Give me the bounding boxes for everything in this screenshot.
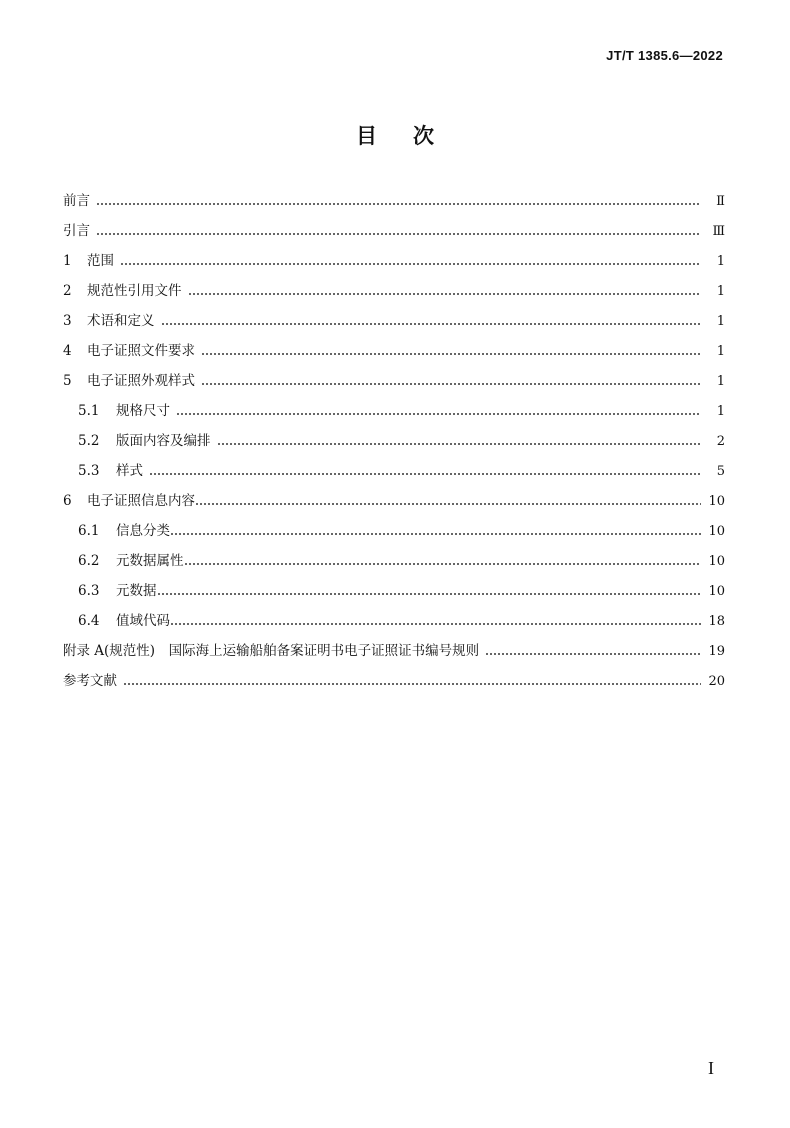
dot-leader — [149, 473, 701, 475]
dot-leader — [170, 623, 701, 625]
toc-entry[interactable] — [63, 519, 725, 549]
toc-entry-label: 元数据 — [116, 583, 157, 599]
toc-entry[interactable] — [63, 489, 725, 519]
toc-entry[interactable] — [63, 189, 725, 219]
toc-entry-page: 10 — [708, 494, 725, 509]
toc-entry-label: 电子证照信息内容 — [87, 493, 195, 509]
toc-entry-page: Ⅱ — [716, 194, 725, 209]
toc-entry-page: 1 — [716, 404, 725, 419]
toc-entry-page: 10 — [708, 524, 725, 539]
toc-entry[interactable] — [63, 579, 725, 609]
toc-entry-label: 电子证照文件要求 — [87, 343, 195, 359]
table-of-contents — [63, 189, 725, 699]
toc-entry[interactable] — [63, 249, 725, 279]
toc-entry-label: 规格尺寸 — [116, 403, 170, 419]
dot-leader — [195, 503, 701, 505]
dot-leader — [176, 413, 701, 415]
toc-entry[interactable] — [63, 639, 725, 669]
toc-entry-page: 19 — [708, 644, 725, 659]
dot-leader — [170, 533, 701, 535]
page-number: I — [708, 1058, 714, 1078]
toc-entry[interactable] — [63, 459, 725, 489]
toc-entry-number: 5 — [63, 373, 72, 389]
toc-entry[interactable] — [63, 219, 725, 249]
standard-code-header: JT/T 1385.6—2022 — [606, 48, 723, 63]
toc-entry-page: 10 — [708, 584, 725, 599]
toc-entry-number: 6.1 — [78, 523, 100, 539]
toc-entry-label: 电子证照外观样式 — [87, 373, 195, 389]
toc-entry[interactable] — [63, 339, 725, 369]
toc-entry-label: 版面内容及编排 — [116, 433, 211, 449]
toc-entry[interactable] — [63, 279, 725, 309]
dot-leader — [123, 683, 701, 685]
dot-leader — [217, 443, 702, 445]
toc-entry-number: 6.2 — [78, 553, 100, 569]
toc-entry-page: 1 — [716, 314, 725, 329]
toc-entry-label: 信息分类 — [116, 523, 170, 539]
toc-entry-label: 样式 — [116, 463, 143, 479]
toc-entry-page: Ⅲ — [712, 224, 725, 239]
toc-entry-page: 18 — [708, 614, 725, 629]
dot-leader — [188, 293, 702, 295]
toc-entry-page: 10 — [708, 554, 725, 569]
toc-entry-number: 1 — [63, 253, 72, 269]
toc-entry-number: 2 — [63, 283, 72, 299]
toc-entry[interactable] — [63, 549, 725, 579]
dot-leader — [120, 263, 701, 265]
toc-entry-label: 前言 — [63, 193, 90, 209]
dot-leader — [96, 233, 701, 235]
toc-entry-number: 6.4 — [78, 613, 100, 629]
toc-entry-number: 6.3 — [78, 583, 100, 599]
dot-leader — [157, 593, 702, 595]
dot-leader — [96, 203, 701, 205]
toc-entry-page: 1 — [716, 284, 725, 299]
toc-entry-label: 附录 A(规范性) 国际海上运输船舶备案证明书电子证照证书编号规则 — [63, 643, 480, 659]
toc-entry[interactable] — [63, 309, 725, 339]
toc-entry-page: 1 — [716, 374, 725, 389]
toc-entry-page: 2 — [716, 434, 725, 449]
toc-entry-label: 参考文献 — [63, 673, 117, 689]
dot-leader — [201, 353, 701, 355]
toc-entry-label: 规范性引用文件 — [87, 283, 182, 299]
dot-leader — [201, 383, 701, 385]
toc-entry[interactable] — [63, 369, 725, 399]
toc-entry-label: 范围 — [87, 253, 114, 269]
toc-entry-number: 3 — [63, 313, 72, 329]
toc-entry[interactable] — [63, 399, 725, 429]
toc-entry-label: 值域代码 — [116, 613, 170, 629]
toc-entry-number: 5.2 — [78, 433, 100, 449]
toc-entry-label: 元数据属性 — [116, 553, 184, 569]
toc-entry-page: 20 — [708, 674, 725, 689]
toc-entry-page: 1 — [716, 254, 725, 269]
toc-entry-number: 5.3 — [78, 463, 100, 479]
toc-entry-label: 引言 — [63, 223, 90, 239]
toc-entry-number: 4 — [63, 343, 72, 359]
toc-entry-number: 5.1 — [78, 403, 100, 419]
toc-entry-label: 术语和定义 — [87, 313, 155, 329]
dot-leader — [485, 653, 701, 655]
toc-entry-page: 1 — [716, 344, 725, 359]
toc-entry[interactable] — [63, 429, 725, 459]
toc-entry-number: 6 — [63, 493, 72, 509]
page-title: 目次 — [356, 124, 470, 148]
dot-leader — [161, 323, 702, 325]
toc-entry[interactable] — [63, 609, 725, 639]
toc-entry[interactable] — [63, 669, 725, 699]
dot-leader — [184, 563, 702, 565]
toc-entry-page: 5 — [716, 464, 725, 479]
